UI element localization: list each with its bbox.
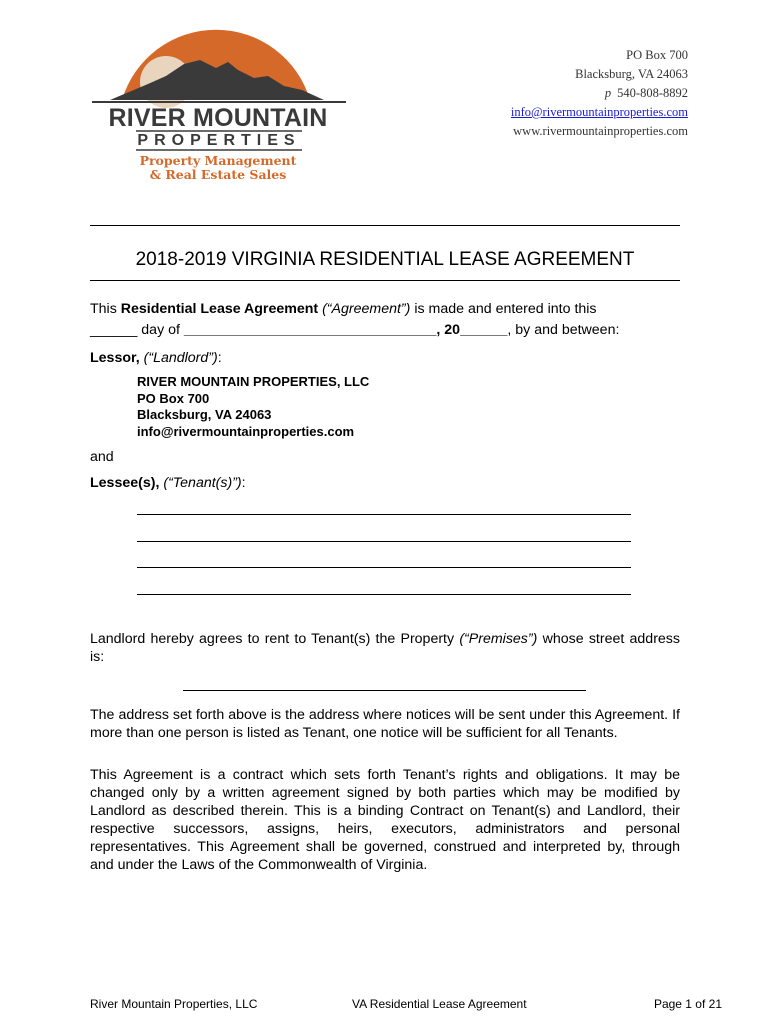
logo-company-sub: PROPERTIES <box>137 132 301 149</box>
lessor-address-line: RIVER MOUNTAIN PROPERTIES, LLC <box>137 374 370 389</box>
lessor-address <box>137 374 369 440</box>
lessor-address-line: PO Box 700 <box>137 390 210 406</box>
contact-email-link[interactable]: info@rivermountainproperties.com <box>510 105 688 119</box>
intro-rest: is made and entered into this <box>410 301 597 317</box>
intro-line-1 <box>90 300 680 318</box>
tenant-name-line-3[interactable] <box>137 567 631 568</box>
lessee-role: (“Tenant(s)”) <box>159 475 242 491</box>
contact-phone: 540-808-8892 <box>617 86 688 100</box>
logo-company-name: RIVER MOUNTAIN <box>108 104 328 132</box>
contact-phone-line <box>511 84 688 103</box>
title-rule-top <box>90 225 680 226</box>
logo-tagline-1: Property Management <box>139 153 297 168</box>
contact-block <box>511 46 688 141</box>
contact-website: www.rivermountainproperties.com <box>513 124 688 138</box>
tenant-name-line-1[interactable] <box>137 514 631 515</box>
footer-company: River Mountain Properties, LLC <box>90 997 258 1011</box>
lessor-address-line: info@rivermountainproperties.com <box>137 423 355 439</box>
footer-doc-name: VA Residential Lease Agreement <box>352 997 527 1011</box>
premises-address-line[interactable] <box>183 690 586 691</box>
tenant-name-line-2[interactable] <box>137 541 631 542</box>
lessee-colon: : <box>241 475 246 491</box>
lessor-role: (“Landlord”) <box>139 350 218 366</box>
premises-quote: (“Premises”) <box>459 631 538 647</box>
contract-paragraph: This Agreement is a contract which sets forth Tenant’s rights and obligations. It may be changed only by a written agreement signed by both parties which may be modified by Landlord as described therein. This is a binding Contract on Tenant(s) and Landlord, their respective successors, assigns, heirs, executors, administrators and personal representatives. This Agreement shall be governed, construed and interpreted by, through and under the Laws of the Commonwealth of Virginia. <box>90 767 680 873</box>
title-rule-bottom <box>90 280 680 281</box>
premises-text-b: whose street address is: <box>90 631 680 665</box>
premises-paragraph <box>90 630 680 666</box>
and-text: and <box>90 449 114 465</box>
notice-paragraph: The address set forth above is the address where notices will be sent under this Agreement. If more than one person is listed as Tenant, one notice will be sufficient for all Tenants. <box>90 707 680 741</box>
sun-mountain-logo-icon <box>88 24 350 116</box>
phone-prefix: p <box>604 86 612 100</box>
footer-page-number: Page 1 of 21 <box>653 997 722 1011</box>
intro-line-2 <box>90 321 680 339</box>
day-blank[interactable]: ______ <box>90 322 138 338</box>
month-blank[interactable]: ________________________________ <box>183 322 437 338</box>
lessor-label: Lessor, <box>90 350 140 366</box>
intro-day-of: day of <box>137 322 184 338</box>
lessor-address-line: Blacksburg, VA 24063 <box>137 407 272 422</box>
document-title: 2018-2019 VIRGINIA RESIDENTIAL LEASE AGREEMENT <box>135 249 635 270</box>
intro-year-prefix: , 20 <box>436 322 461 338</box>
premises-text-a: Landlord hereby agrees to rent to Tenant(s) the Property <box>90 631 460 647</box>
lessee-heading <box>90 474 680 492</box>
intro-agreement-quote: (“Agreement”) <box>318 301 411 317</box>
logo-tagline-2: & Real Estate Sales <box>149 167 287 182</box>
contact-po-box: PO Box 700 <box>626 48 688 62</box>
lessee-label: Lessee(s), <box>90 475 160 491</box>
lessor-heading <box>90 349 680 367</box>
contact-city: Blacksburg, VA 24063 <box>575 67 688 81</box>
company-logo <box>88 24 350 184</box>
year-blank[interactable]: ______ <box>460 322 508 338</box>
lessor-colon: : <box>217 350 222 366</box>
intro-this: This <box>90 301 121 317</box>
tenant-name-line-4[interactable] <box>137 594 631 595</box>
intro-bold-phrase: Residential Lease Agreement <box>120 301 319 317</box>
intro-by-and-between: , by and between: <box>507 322 620 338</box>
